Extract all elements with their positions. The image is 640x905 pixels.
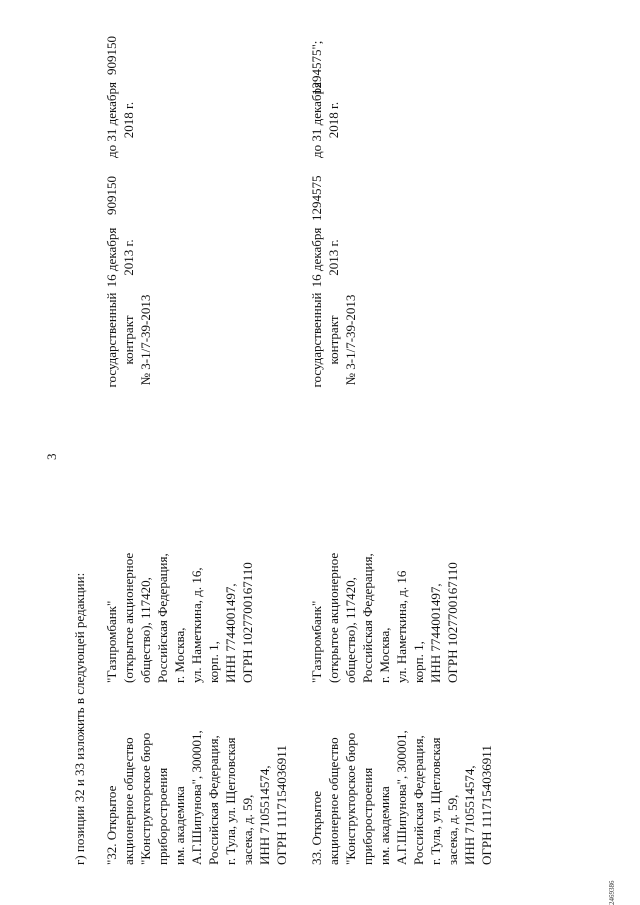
intro-text: г) позиции 32 и 33 изложить в следующей редакции:	[72, 572, 87, 865]
row-2-bank: "Газпромбанк" (открытое акционерное общество), 117420, Российская Федерация, г. Москва, ул. Наметкина, д. 16 корп. 1, ИНН 7744001497, ОГРН 1027700167110	[309, 552, 460, 683]
row-1-amount: 909150	[104, 176, 119, 215]
row-1-term: до 31 декабря 2018 г.	[104, 82, 136, 158]
row-2-amount-end: 1294575";	[309, 40, 324, 95]
row-1-date: 16 декабря 2013 г.	[104, 227, 136, 288]
document-id: 2469386	[608, 880, 616, 905]
row-1-bank: "Газпромбанк" (открытое акционерное общество), 117420, Российская Федерация, г. Москва, ул. Наметкина, д. 16, корп. 1, ИНН 7744001497, ОГРН 1027700167110	[104, 552, 255, 683]
row-2-contract: государственный контракт № 3-1/7-39-2013	[309, 292, 358, 388]
row-1-organization: "32. Открытое акционерное общество "Конструкторское бюро приборостроения им. академика А.Г.Шипунова", 300001, Российская Федерация, г. Тула, ул. Щегловская засека, д. 59, ИНН 7105514574, ОГРН 1117154036911	[104, 730, 289, 865]
row-2-date: 16 декабря 2013 г.	[309, 227, 341, 288]
row-2-organization: 33. Открытое акционерное общество "Конструкторское бюро приборостроения им. академика А.Г.Шипунова", 300001, Российская Федерация, г. Тула, ул. Щегловская засека, д. 59, ИНН 7105514574, ОГРН 1117154036911	[309, 730, 494, 865]
row-1-contract: государственный контракт № 3-1/7-39-2013	[104, 292, 153, 388]
row-2-term: до 31 декабря 2018 г.	[309, 82, 341, 158]
page-number: 3	[44, 453, 59, 460]
row-1-amount-end: 909150	[104, 36, 119, 75]
row-2-amount: 1294575	[309, 175, 324, 221]
